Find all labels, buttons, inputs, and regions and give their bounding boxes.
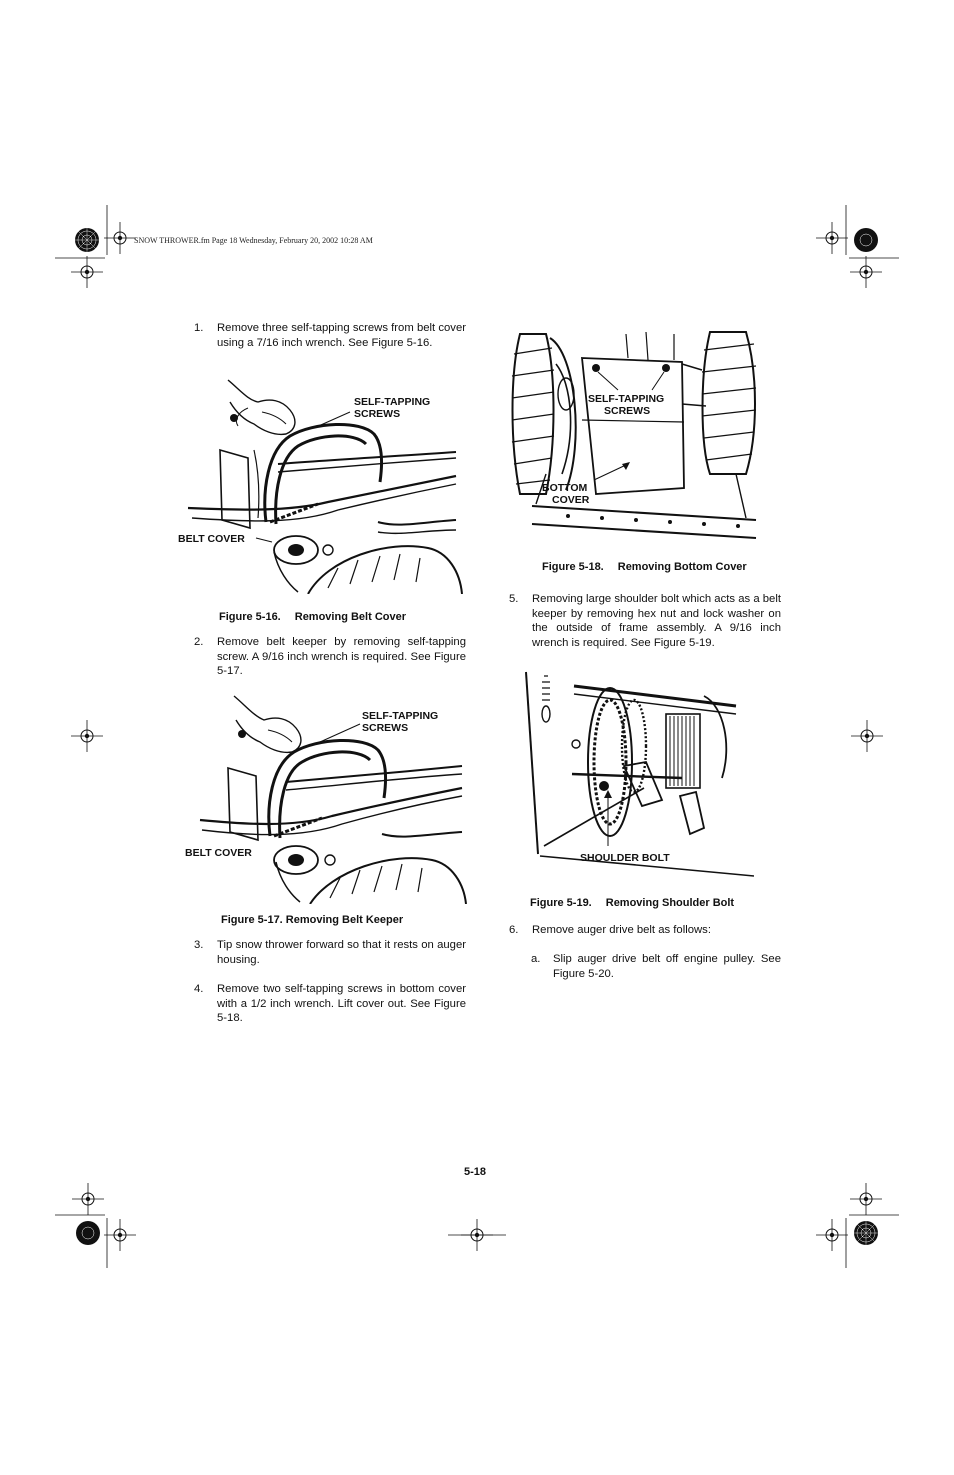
caption-title: Removing Bottom Cover: [617, 561, 747, 573]
step-text: Remove three self-tapping screws from belt cover using a 7/16 inch wrench. See Figure 5-16.: [217, 322, 466, 349]
step-text: Remove belt keeper by removing self-tapping screw. A 9/16 inch wrench is required. See Figure 5-17.: [217, 636, 466, 678]
caption-number: Figure 5-18.: [542, 561, 604, 573]
step-number: 3.: [194, 939, 204, 951]
figure-5-16-illustration: [178, 372, 468, 594]
caption-number: Figure 5-16.: [219, 611, 281, 623]
step-4: [194, 982, 466, 1026]
step-2: [194, 635, 466, 679]
step-text: Removing large shoulder bolt which acts as a belt keeper by removing hex nut and lock washer on the outside of frame assembly. A 9/16 inch wrench is required. See Figure 5-19.: [532, 593, 781, 649]
step-6a: [531, 952, 781, 981]
label-belt-cover: BELT COVER: [178, 533, 245, 545]
step-1: [194, 321, 466, 350]
caption-number: Figure 5-19.: [530, 897, 592, 909]
figure-5-18-illustration: [506, 324, 766, 546]
label-self-tapping: SELF-TAPPING: [588, 393, 665, 405]
label-screws: SCREWS: [362, 722, 409, 734]
label-shoulder-bolt: SHOULDER BOLT: [580, 852, 670, 864]
label-screws: SCREWS: [354, 408, 401, 420]
label-cover: COVER: [552, 494, 590, 506]
label-screws: SCREWS: [604, 405, 651, 417]
figure-5-16-caption: [219, 611, 406, 623]
step-number: 5.: [509, 593, 519, 605]
step-text: Remove auger drive belt as follows:: [532, 924, 711, 936]
figure-5-18-caption: [542, 561, 747, 573]
step-number: 4.: [194, 983, 204, 995]
step-text: Slip auger drive belt off engine pulley. See Figure 5-20.: [553, 953, 781, 980]
step-number: 2.: [194, 636, 204, 648]
step-number: a.: [531, 953, 541, 965]
figure-5-19-illustration: [514, 666, 754, 886]
step-text: Tip snow thrower forward so that it rests on auger housing.: [217, 939, 466, 966]
figure-5-19-caption: [530, 897, 734, 909]
caption-title: Removing Shoulder Bolt: [605, 897, 735, 909]
step-3: [194, 938, 466, 967]
step-number: 6.: [509, 924, 519, 936]
figure-5-17-caption: Figure 5-17. Removing Belt Keeper: [221, 914, 404, 926]
label-self-tapping: SELF-TAPPING: [362, 710, 439, 722]
label-belt-cover: BELT COVER: [185, 847, 252, 859]
caption-title: Removing Belt Cover: [294, 611, 406, 623]
page-number: 5-18: [464, 1166, 487, 1178]
label-bottom: BOTTOM: [542, 482, 588, 494]
step-5: [509, 592, 781, 650]
file-header: SNOW THROWER.fm Page 18 Wednesday, February 20, 2002 10:28 AM: [134, 236, 373, 245]
figure-5-17-illustration: [182, 690, 472, 904]
step-number: 1.: [194, 322, 204, 334]
label-self-tapping: SELF-TAPPING: [354, 396, 431, 408]
step-6: [509, 923, 781, 938]
step-text: Remove two self-tapping screws in bottom cover with a 1/2 inch wrench. Lift cover out. See Figure 5-18.: [217, 983, 466, 1025]
